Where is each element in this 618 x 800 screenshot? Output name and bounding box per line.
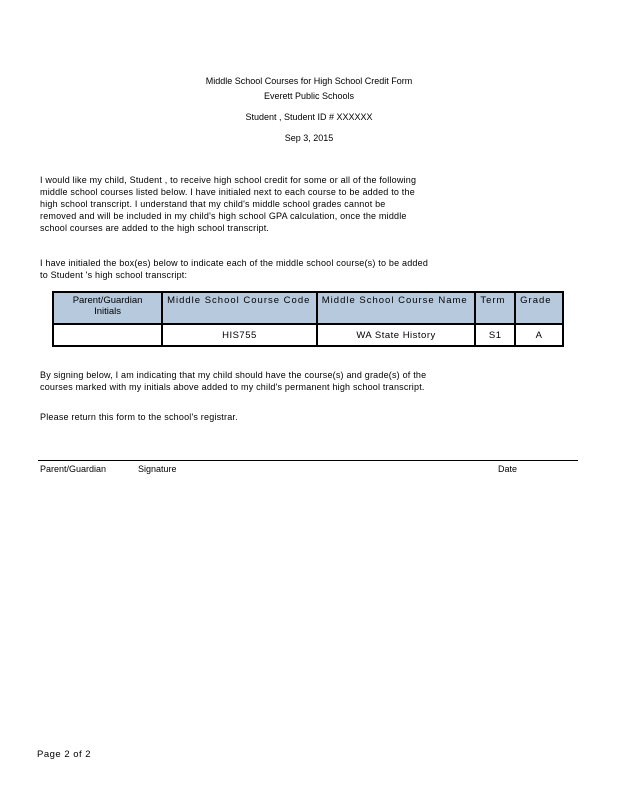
term-cell: S1 — [475, 324, 515, 346]
table-header-row — [53, 292, 563, 324]
signature-line[interactable] — [38, 460, 578, 461]
course-table — [52, 291, 564, 347]
col-name-header: Middle School Course Name — [317, 292, 476, 324]
form-title: Middle School Courses for High School Credit Form — [205, 76, 413, 86]
para1-line-1: I would like my child, Student , to receive high school credit for some or all of the following — [40, 175, 417, 185]
para3-line-2: courses marked with my initials above added to my child's permanent high school transcript. — [40, 382, 425, 392]
para4-line: Please return this form to the school's registrar. — [40, 412, 238, 422]
district-name: Everett Public Schools — [263, 91, 355, 101]
page-number: Page 2 of 2 — [37, 749, 92, 760]
para2-line-2: to Student 's high school transcript: — [40, 270, 188, 280]
table-row — [53, 324, 563, 346]
initials-cell[interactable] — [53, 324, 162, 346]
col-initials-header: Parent/Guardian Initials — [53, 292, 162, 324]
signature-left-label: Parent/Guardian — [40, 464, 107, 474]
col-term-header: Term — [475, 292, 515, 324]
para1-line-3: high school transcript. I understand that my child's middle school grades cannot be — [40, 199, 386, 209]
para1-line-2: middle school courses listed below. I have initialed next to each course to be added to the — [40, 187, 415, 197]
col-grade-header: Grade — [515, 292, 563, 324]
para1-line-4: removed and will be included in my child's high school GPA calculation, once the middle — [40, 211, 407, 221]
para3-line-1: By signing below, I am indicating that my child should have the course(s) and grade(s) of the — [40, 370, 427, 380]
signature-date-label: Date — [498, 464, 518, 474]
student-line: Student , Student ID # XXXXXX — [245, 112, 373, 122]
col-code-header: Middle School Course Code — [162, 292, 317, 324]
para2-line-1: I have initialed the box(es) below to indicate each of the middle school course(s) to be added — [40, 258, 429, 268]
course-name-cell: WA State History — [317, 324, 476, 346]
form-date: Sep 3, 2015 — [284, 133, 334, 143]
grade-cell: A — [515, 324, 563, 346]
para1-line-5: school courses are added to the high school transcript. — [40, 223, 270, 233]
signature-mid-label: Signature — [138, 464, 177, 474]
course-code-cell: HIS755 — [162, 324, 317, 346]
